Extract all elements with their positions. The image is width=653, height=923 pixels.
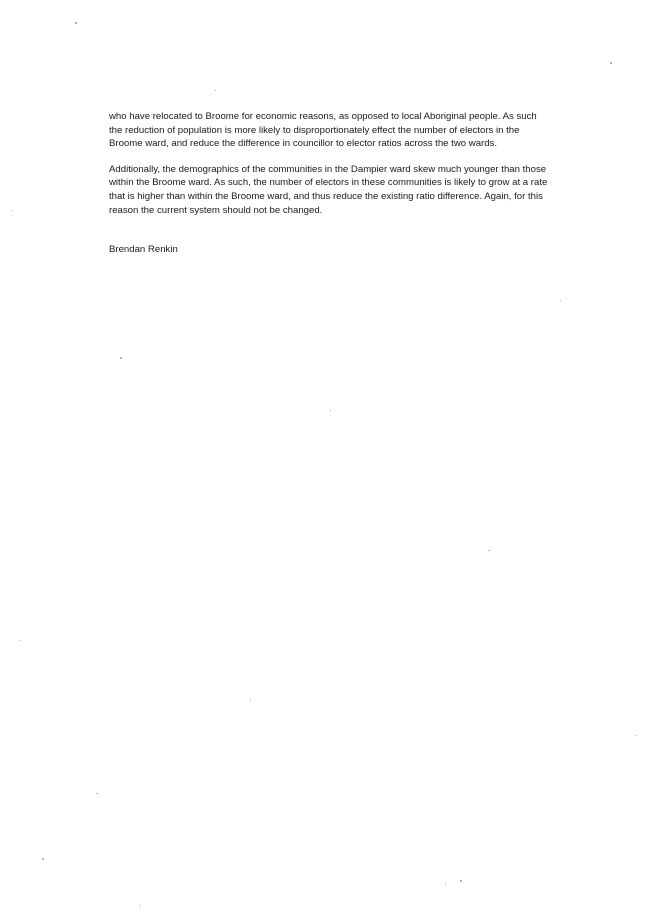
paragraph-2: Additionally, the demographics of the communities in the Dampier ward skew much younger than those within the Broome ward. As such, the number of electors in these communities is likely to grow at a rate that is higher than within the Broome ward, and thus reduce the existing ratio difference. Again, for this reason the current system should not be changed. bbox=[109, 163, 548, 216]
signature-name: Brendan Renkin bbox=[109, 244, 178, 255]
letter-body bbox=[109, 110, 549, 229]
paragraph-1: who have relocated to Broome for economic reasons, as opposed to local Aboriginal people. As such the reduction of population is more likely to disproportionately effect the number of electors in the Broome ward, and reduce the difference in councillor to elector ratios across the two wards. bbox=[109, 111, 537, 150]
